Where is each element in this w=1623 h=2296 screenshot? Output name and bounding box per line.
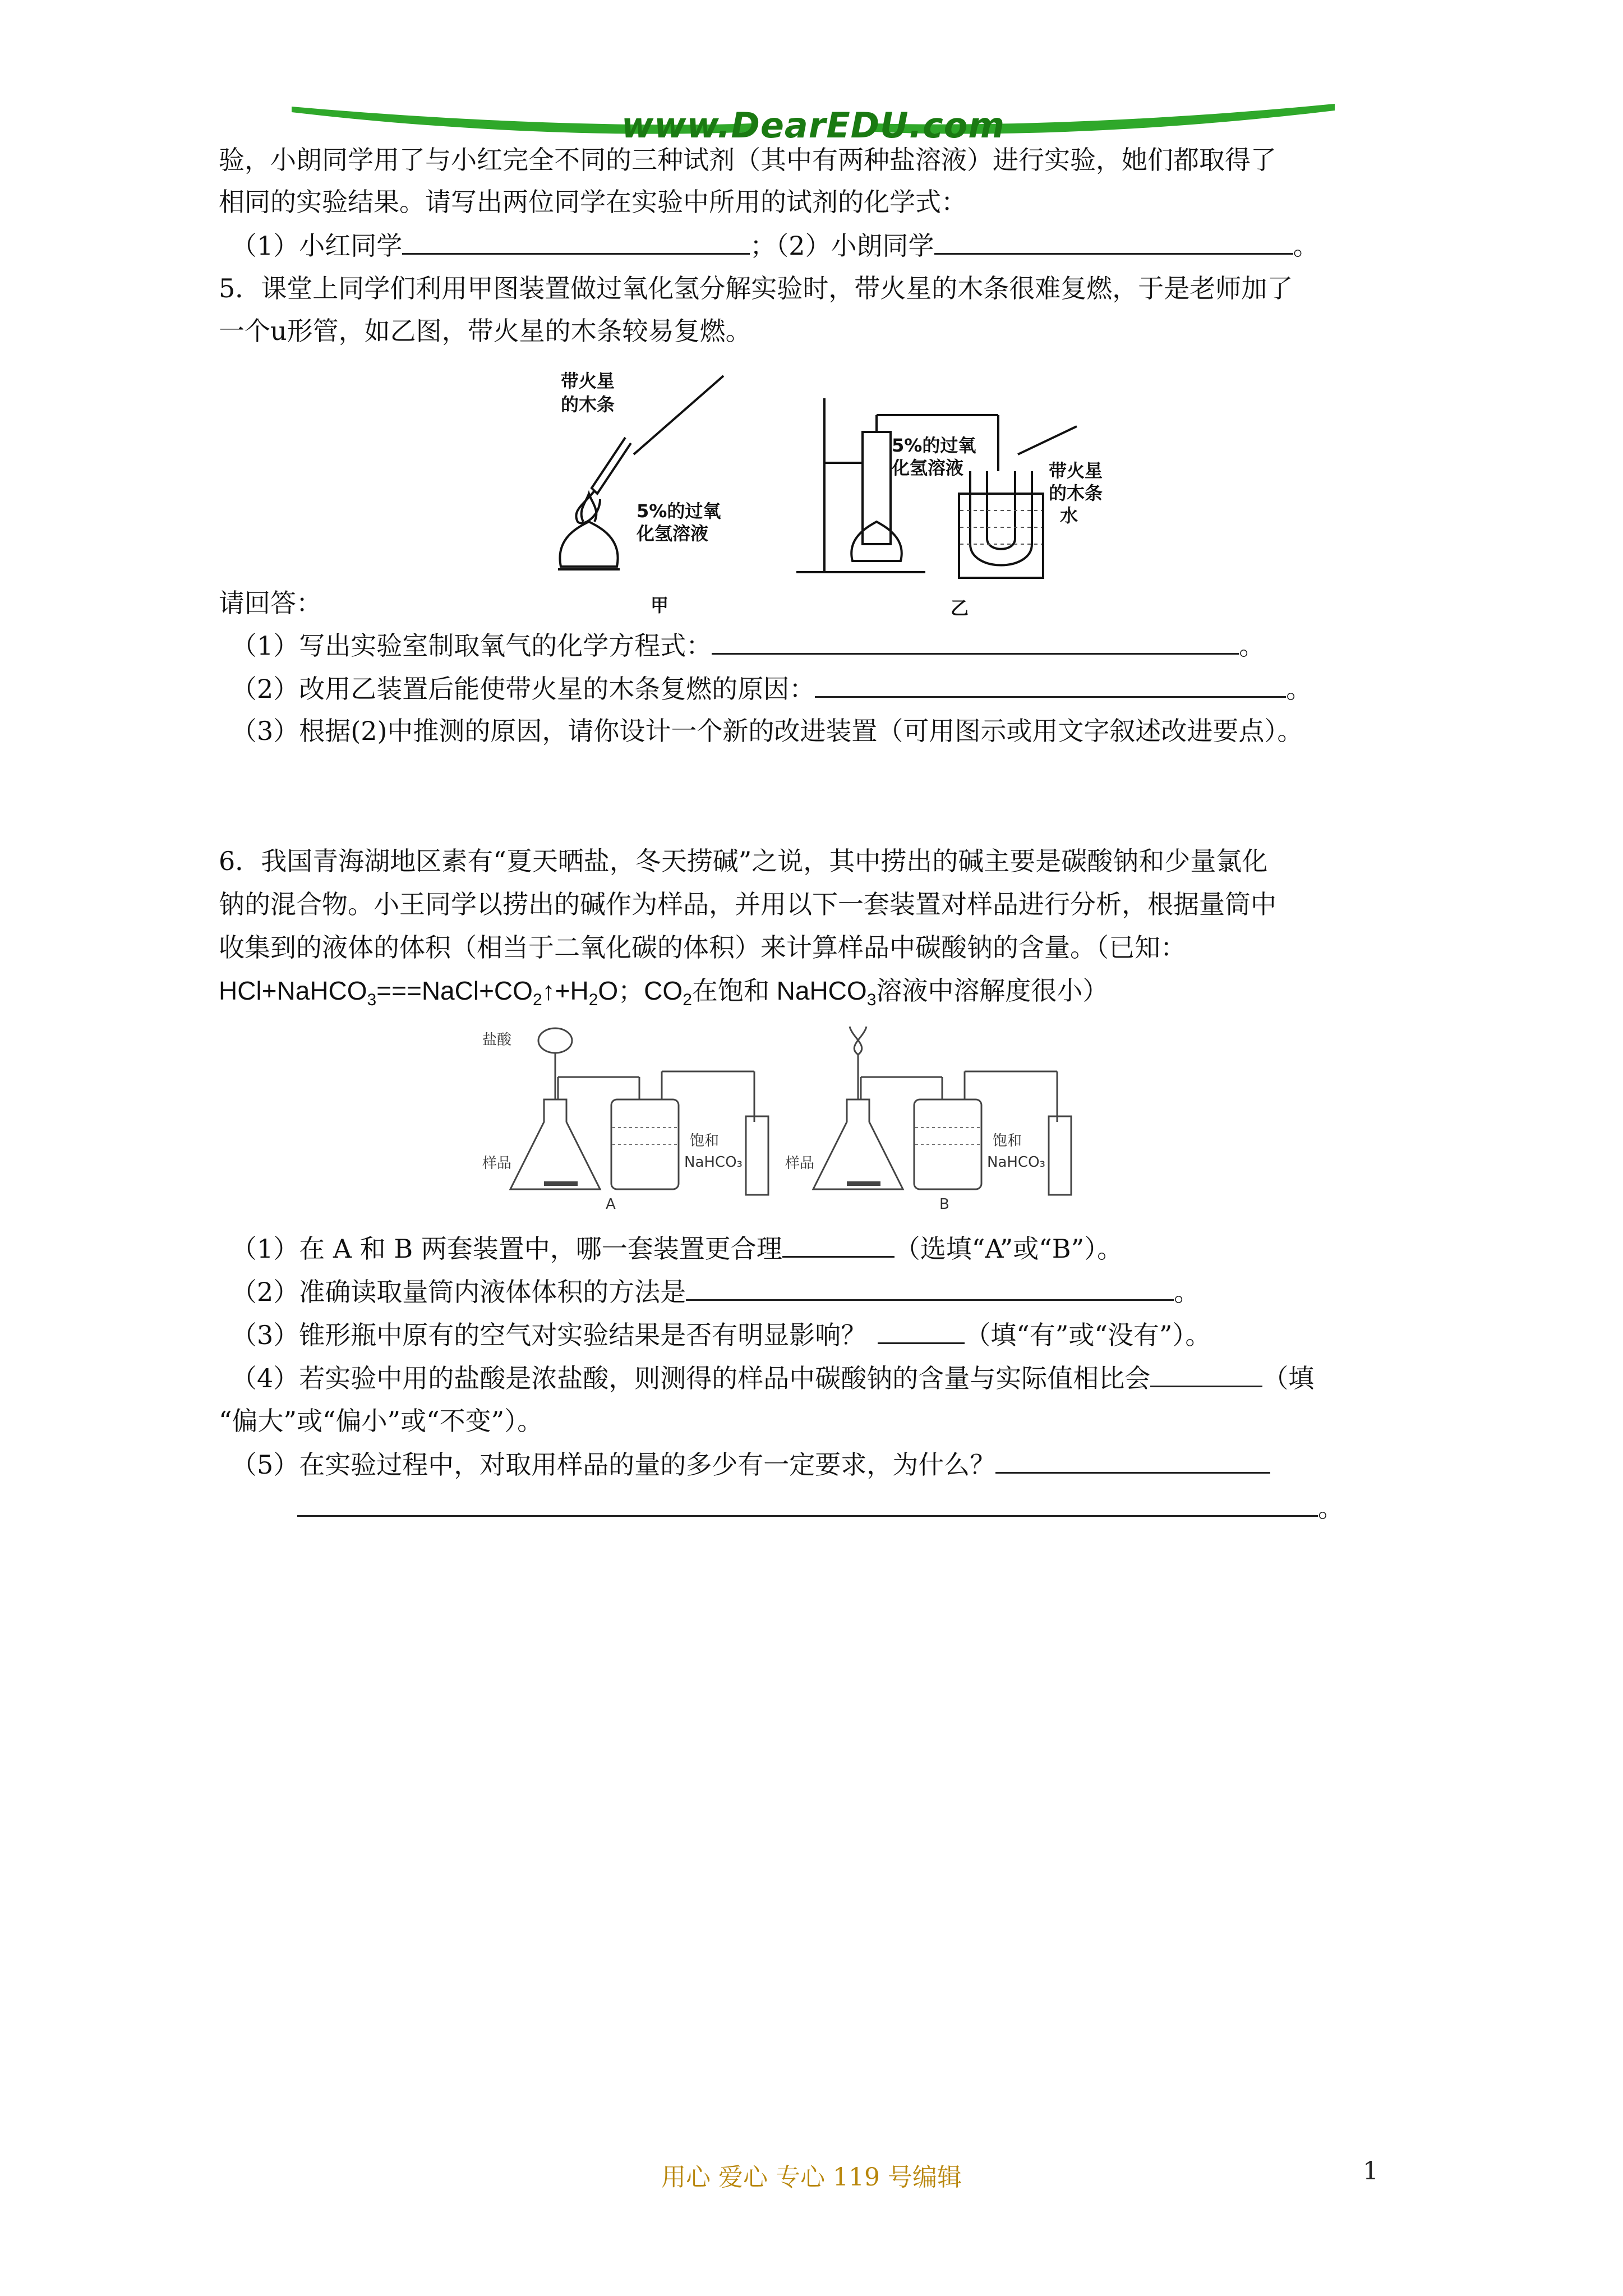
q6-line3: 收集到的液体的体积（相当于二氧化碳的体积）来计算样品中碳酸钠的含量。（已知： bbox=[219, 932, 1186, 963]
q6-eq-sub-3b: 3 bbox=[866, 991, 877, 1010]
q4-xiaohong-blank[interactable] bbox=[402, 228, 750, 255]
q5-sub2-end: 。 bbox=[1286, 674, 1312, 704]
nahco3-label-a: NaHCO₃ bbox=[684, 1154, 743, 1171]
q6-eq-a: HCl+NaHCO bbox=[219, 976, 367, 1005]
q6-sub2-end: 。 bbox=[1174, 1277, 1200, 1307]
q6-eq-sub-3a: 3 bbox=[367, 991, 377, 1010]
jia-solution-label-2: 化氢溶液 bbox=[637, 523, 709, 544]
q6-line1: 6．我国青海湖地区素有“夏天晒盐，冬天捞碱”之说，其中捞出的碱主要是碳酸钠和少量氯化 bbox=[219, 846, 1268, 876]
caption-a: A bbox=[606, 1196, 616, 1213]
q5-sub2-text: （2）改用乙装置后能使带火星的木条复燃的原因： bbox=[231, 674, 815, 704]
q6-sub5-line2 bbox=[297, 1490, 1344, 1525]
q4-line2: 相同的实验结果。请写出两位同学在实验中所用的试剂的化学式： bbox=[219, 187, 967, 217]
q6-sub4-blank[interactable] bbox=[1150, 1361, 1262, 1387]
jia-stick-label-2: 的木条 bbox=[561, 394, 615, 415]
q6-sub4-end: （填 bbox=[1262, 1363, 1315, 1393]
co2-apparatus-diagram bbox=[465, 1021, 1228, 1223]
q6-sub1-text: （1）在 A 和 B 两套装置中，哪一套装置更合理 bbox=[231, 1234, 782, 1264]
q6-eq-d: O；CO bbox=[598, 976, 683, 1005]
q4-xiaolang-blank[interactable] bbox=[934, 228, 1293, 255]
q6-eq-b: ===NaCl+CO bbox=[376, 976, 533, 1005]
sat-label-a: 饱和 bbox=[690, 1133, 720, 1149]
q6-sub3-blank[interactable] bbox=[878, 1318, 965, 1344]
yi-water-label: 水 bbox=[1060, 505, 1078, 526]
q6-sub1-blank[interactable] bbox=[782, 1231, 895, 1258]
q4-xiaohong-label: （1）小红同学 bbox=[231, 231, 403, 261]
q6-sub5-end: 。 bbox=[1318, 1493, 1344, 1523]
q6-figure bbox=[465, 1021, 1228, 1223]
q6-sub2 bbox=[231, 1274, 1200, 1309]
q4-xiaolang-label: ；（2）小朗同学 bbox=[750, 231, 934, 261]
q6-line4 bbox=[219, 974, 1108, 1017]
yi-stick-label-1: 带火星 bbox=[1049, 460, 1103, 481]
footer-text: 用心 爱心 专心 119 号编辑 bbox=[661, 2163, 962, 2192]
q6-sub3-end: （填“有”或“没有”）。 bbox=[965, 1320, 1211, 1350]
q6-sub2-blank[interactable] bbox=[686, 1274, 1174, 1301]
q5-line2: 一个u形管，如乙图，带火星的木条较易复燃。 bbox=[219, 316, 751, 346]
q6-sub2-text: （2）准确读取量筒内液体体积的方法是 bbox=[231, 1277, 686, 1307]
q5-sub1-end: 。 bbox=[1239, 631, 1265, 661]
q5-prompt: 请回答： bbox=[219, 588, 322, 618]
yi-solution-label-2: 化氢溶液 bbox=[892, 457, 964, 478]
q6-sub4-text: （4）若实验中用的盐酸是浓盐酸，则测得的样品中碳酸钠的含量与实际值相比会 bbox=[231, 1363, 1151, 1393]
q6-sub3 bbox=[231, 1318, 1211, 1352]
sample-label-b: 样品 bbox=[785, 1155, 815, 1172]
q6-line2: 钠的混合物。小王同学以捞出的碱作为样品，并用以下一套装置对样品进行分析，根据量筒中 bbox=[219, 889, 1276, 919]
q6-sub1-end: （选填“A”或“B”）。 bbox=[894, 1234, 1123, 1264]
q5-line1: 5．课堂上同学们利用甲图装置做过氧化氢分解实验时，带火星的木条很难复燃，于是老师加了 bbox=[219, 273, 1293, 303]
q6-sub5-blank-2[interactable] bbox=[297, 1490, 1318, 1517]
q6-eq-c: ↑+H bbox=[542, 976, 589, 1005]
q6-sub5-text: （5）在实验过程中，对取用样品的量的多少有一定要求，为什么？ bbox=[231, 1450, 996, 1480]
q5-figure bbox=[538, 359, 1172, 617]
q6-eq-sub-2a: 2 bbox=[532, 991, 542, 1010]
jia-caption: 甲 bbox=[651, 595, 669, 616]
jia-stick-label-1: 带火星 bbox=[561, 370, 615, 392]
yi-stick-label-2: 的木条 bbox=[1049, 482, 1103, 504]
q6-sub3-text: （3）锥形瓶中原有的空气对实验结果是否有明显影响？ bbox=[231, 1320, 867, 1350]
q5-sub2 bbox=[231, 671, 1312, 706]
caption-b: B bbox=[939, 1196, 949, 1213]
nahco3-label-b: NaHCO₃ bbox=[987, 1154, 1045, 1171]
q4-line1: 验，小朗同学用了与小红完全不同的三种试剂（其中有两种盐溶液）进行实验，她们都取得了 bbox=[219, 145, 1276, 175]
oxygen-apparatus-diagram bbox=[538, 359, 1172, 617]
q4-answers bbox=[231, 228, 1319, 263]
q6-eq-e: 在饱和 NaHCO bbox=[691, 976, 867, 1005]
q6-sub4-line1 bbox=[231, 1361, 1314, 1395]
q6-sub1 bbox=[231, 1231, 1123, 1266]
q6-eq-f: 溶液中溶解度很小） bbox=[876, 976, 1109, 1005]
q5-sub1-text: （1）写出实验室制取氧气的化学方程式： bbox=[231, 631, 712, 661]
site-logo: www.DearEDU.com bbox=[621, 105, 1005, 146]
page-number: 1 bbox=[1363, 2157, 1378, 2185]
yi-caption: 乙 bbox=[951, 597, 969, 617]
q6-sub5 bbox=[231, 1447, 1270, 1481]
sample-label-a: 样品 bbox=[482, 1155, 512, 1172]
acid-label: 盐酸 bbox=[482, 1032, 512, 1048]
jia-solution-label-1: 5%的过氧 bbox=[637, 500, 721, 522]
sat-label-b: 饱和 bbox=[993, 1133, 1022, 1149]
q5-sub2-blank[interactable] bbox=[815, 671, 1286, 698]
q6-eq-sub-2c: 2 bbox=[683, 991, 692, 1010]
q6-sub4-line2: “偏大”或“偏小”或“不变”）。 bbox=[219, 1406, 543, 1436]
q6-sub5-blank-1[interactable] bbox=[995, 1447, 1270, 1474]
q6-eq-sub-2b: 2 bbox=[588, 991, 598, 1010]
q5-sub1-blank[interactable] bbox=[712, 628, 1239, 655]
q5-sub3: （3）根据(2)中推测的原因，请你设计一个新的改进装置（可用图示或用文字叙述改进要点）。 bbox=[231, 716, 1303, 746]
q5-sub1 bbox=[231, 628, 1265, 662]
q4-end: 。 bbox=[1293, 231, 1319, 261]
yi-solution-label-1: 5%的过氧 bbox=[892, 435, 976, 456]
